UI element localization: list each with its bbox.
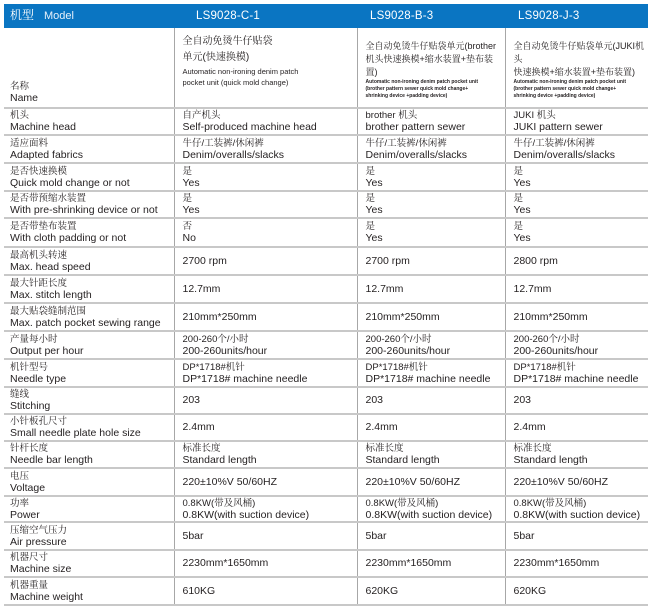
spec-value-en: 0.8KW(with suction device) bbox=[513, 508, 641, 521]
spec-value-en: DP*1718# machine needle bbox=[182, 372, 308, 385]
name-en-line: (brother pattern sewer quick mold change+ bbox=[513, 86, 617, 92]
name-en-line: (brother pattern sewer quick mold change+ bbox=[365, 86, 469, 92]
spec-value: 5bar bbox=[182, 529, 204, 542]
spec-value-en: 0.8KW(with suction device) bbox=[182, 508, 310, 521]
row-label-en: Quick mold change or not bbox=[10, 176, 130, 189]
spec-value-zh: 是 bbox=[182, 193, 193, 204]
spec-value: 12.7mm bbox=[182, 282, 221, 295]
spec-value-cell bbox=[357, 135, 505, 163]
spec-value-zh: 是 bbox=[513, 221, 524, 232]
row-label bbox=[4, 303, 174, 331]
spec-value-zh: 牛仔/工装裤/休闲裤 bbox=[365, 137, 447, 149]
spec-value-cell bbox=[357, 331, 505, 359]
spec-value-cell bbox=[357, 359, 505, 387]
spec-value-cell bbox=[174, 522, 357, 550]
spec-value-cell bbox=[505, 496, 648, 522]
row-label bbox=[4, 550, 174, 577]
spec-value: 12.7mm bbox=[513, 282, 552, 295]
row-label bbox=[4, 441, 174, 468]
spec-value: 2230mm*1650mm bbox=[182, 557, 269, 569]
spec-value-cell bbox=[174, 218, 357, 247]
spec-value-cell bbox=[357, 441, 505, 468]
spec-value-en: Yes bbox=[365, 204, 383, 216]
table-row bbox=[4, 135, 648, 163]
row-label bbox=[4, 496, 174, 522]
table-row bbox=[4, 496, 648, 522]
table-row bbox=[4, 522, 648, 550]
spec-value-zh: 是 bbox=[365, 193, 376, 204]
spec-value-cell bbox=[174, 135, 357, 163]
row-label-zh: 针杆长度 bbox=[10, 443, 49, 454]
model-label-en: Model bbox=[44, 10, 74, 22]
spec-value: 610KG bbox=[182, 584, 216, 597]
name-cell bbox=[174, 28, 357, 108]
spec-value: 220±10%V 50/60HZ bbox=[365, 475, 460, 488]
spec-value-en: 200-260units/hour bbox=[182, 344, 268, 357]
spec-value-zh: 标准长度 bbox=[365, 443, 404, 454]
row-label-en: With pre-shrinking device or not bbox=[10, 204, 158, 216]
header-row bbox=[4, 4, 648, 28]
table-row bbox=[4, 275, 648, 303]
spec-value-en: Yes bbox=[513, 232, 531, 244]
row-label-zh: 是否带预缩水装置 bbox=[10, 193, 87, 204]
spec-value-cell bbox=[357, 108, 505, 135]
row-label-zh: 压缩空气压力 bbox=[10, 524, 68, 536]
spec-value-cell bbox=[357, 387, 505, 414]
spec-value-cell bbox=[174, 275, 357, 303]
spec-value: 2700 rpm bbox=[365, 254, 410, 267]
spec-value-en: Standard length bbox=[182, 454, 257, 466]
spec-value-cell bbox=[505, 522, 648, 550]
spec-value-zh: DP*1718#机针 bbox=[513, 361, 576, 373]
name-en-line: Automatic non-ironing denim patch pocket unit bbox=[365, 79, 478, 85]
row-label-en: Max. stitch length bbox=[10, 288, 92, 301]
spec-value-cell bbox=[174, 468, 357, 496]
row-label-en: Machine head bbox=[10, 121, 76, 133]
spec-value-cell bbox=[357, 468, 505, 496]
spec-value-zh: 标准长度 bbox=[182, 443, 221, 454]
spec-value-cell bbox=[357, 522, 505, 550]
spec-value: 203 bbox=[513, 394, 532, 406]
spec-value-en: Standard length bbox=[365, 454, 440, 466]
spec-value-cell bbox=[174, 108, 357, 135]
model-label-zh: 机型 bbox=[10, 8, 35, 22]
row-label-zh: 小针板孔尺寸 bbox=[10, 416, 68, 427]
name-zh-line: 单元(快速换模) bbox=[182, 52, 250, 63]
spec-value-cell bbox=[357, 303, 505, 331]
spec-value: 2.4mm bbox=[365, 421, 398, 433]
spec-value-en: DP*1718# machine needle bbox=[365, 372, 491, 385]
row-label-en: Stitching bbox=[10, 400, 51, 412]
table-row bbox=[4, 108, 648, 135]
spec-value-en: Denim/overalls/slacks bbox=[365, 148, 468, 161]
spec-value-cell bbox=[174, 359, 357, 387]
name-en-line: Automatic non-ironing denim patch pocket unit bbox=[513, 79, 626, 85]
name-en-line: Automatic non-ironing denim patch bbox=[182, 67, 299, 76]
table-row bbox=[4, 387, 648, 414]
row-label-zh: 是否带垫布装置 bbox=[10, 221, 77, 232]
model-column-header: LS9028-C-1 bbox=[174, 4, 357, 28]
row-label bbox=[4, 247, 174, 275]
row-label-en: Needle bar length bbox=[10, 454, 93, 466]
spec-value: 220±10%V 50/60HZ bbox=[182, 475, 277, 488]
spec-value-en: brother pattern sewer bbox=[365, 121, 466, 133]
spec-value-zh: 0.8KW(带及风桶) bbox=[513, 497, 587, 509]
row-label bbox=[4, 275, 174, 303]
name-zh-line: 机头快速换模+缩水装置+垫布装置) bbox=[365, 54, 494, 77]
spec-value-en: Denim/overalls/slacks bbox=[513, 148, 616, 161]
row-label-zh: 最大贴袋缝制范围 bbox=[10, 305, 87, 317]
model-column-header: LS9028-B-3 bbox=[357, 4, 505, 28]
spec-value-en: Yes bbox=[182, 204, 200, 216]
spec-value-cell bbox=[357, 550, 505, 577]
spec-value-en: 0.8KW(with suction device) bbox=[365, 508, 493, 521]
spec-value-zh: 自产机头 bbox=[182, 110, 221, 121]
name-zh-line: 快速换模+缩水装置+垫布装置) bbox=[513, 67, 636, 77]
spec-value-zh: 否 bbox=[182, 221, 193, 232]
name-en-line: pocket unit (quick mold change) bbox=[182, 78, 289, 87]
spec-value-cell bbox=[357, 191, 505, 218]
table-row bbox=[4, 218, 648, 247]
spec-value: 203 bbox=[182, 394, 201, 406]
spec-table bbox=[4, 4, 648, 606]
name-en-line: shrinking device +padding device) bbox=[365, 93, 448, 99]
spec-value: 210mm*250mm bbox=[182, 310, 257, 323]
table-row bbox=[4, 577, 648, 605]
spec-value-cell bbox=[357, 414, 505, 441]
spec-value-zh: 是 bbox=[365, 165, 376, 177]
spec-value-zh: 200-260个/小时 bbox=[182, 333, 249, 345]
spec-value: 203 bbox=[365, 394, 384, 406]
spec-value: 620KG bbox=[513, 584, 547, 597]
spec-value: 210mm*250mm bbox=[513, 310, 588, 323]
row-label bbox=[4, 163, 174, 191]
row-label bbox=[4, 414, 174, 441]
spec-value-cell bbox=[174, 331, 357, 359]
spec-value: 2.4mm bbox=[513, 421, 546, 433]
row-label-en: Name bbox=[10, 92, 39, 104]
spec-value-cell bbox=[505, 247, 648, 275]
model-column-header: LS9028-J-3 bbox=[505, 4, 648, 28]
spec-value-cell bbox=[174, 191, 357, 218]
row-label-zh: 最大针距长度 bbox=[10, 277, 68, 289]
row-label bbox=[4, 108, 174, 135]
spec-value-en: JUKI pattern sewer bbox=[513, 121, 603, 133]
spec-value-zh: 0.8KW(带及风桶) bbox=[365, 497, 439, 509]
spec-value-zh: 200-260个/小时 bbox=[513, 333, 580, 345]
table-row bbox=[4, 359, 648, 387]
row-label-en: Power bbox=[10, 508, 40, 521]
spec-value-cell bbox=[505, 275, 648, 303]
name-zh-line: 全自动免烫牛仔贴袋单元(brother bbox=[365, 41, 497, 51]
spec-value: 2230mm*1650mm bbox=[513, 557, 600, 569]
spec-value-cell bbox=[505, 468, 648, 496]
spec-value-zh: DP*1718#机针 bbox=[365, 361, 428, 373]
spec-value: 220±10%V 50/60HZ bbox=[513, 475, 608, 488]
spec-value-zh: 200-260个/小时 bbox=[365, 333, 432, 345]
spec-value-en: Yes bbox=[182, 176, 200, 189]
spec-value-en: 200-260units/hour bbox=[513, 344, 599, 357]
row-label-zh: 电压 bbox=[10, 470, 30, 482]
spec-value-cell bbox=[505, 163, 648, 191]
spec-value-zh: 0.8KW(带及风桶) bbox=[182, 497, 256, 509]
name-cell bbox=[505, 28, 648, 108]
row-label bbox=[4, 135, 174, 163]
spec-value-en: No bbox=[182, 232, 196, 244]
row-label-en: Adapted fabrics bbox=[10, 148, 83, 161]
spec-value-zh: 标准长度 bbox=[513, 443, 552, 454]
spec-value: 2800 rpm bbox=[513, 254, 558, 267]
row-label-zh: 机器重量 bbox=[10, 579, 49, 591]
spec-value-cell bbox=[505, 303, 648, 331]
spec-value-zh: 是 bbox=[365, 221, 376, 232]
row-label-en: Max. patch pocket sewing range bbox=[10, 316, 161, 329]
row-label bbox=[4, 191, 174, 218]
row-label bbox=[4, 577, 174, 605]
spec-value-cell bbox=[174, 163, 357, 191]
row-label-en: Machine weight bbox=[10, 590, 83, 603]
spec-value-cell bbox=[357, 275, 505, 303]
spec-value-zh: DP*1718#机针 bbox=[182, 361, 245, 373]
name-zh-line: 全自动免烫牛仔贴袋单元(JUKI机头 bbox=[513, 41, 645, 64]
table-row bbox=[4, 247, 648, 275]
table-row bbox=[4, 414, 648, 441]
table-row-name bbox=[4, 28, 648, 108]
spec-value-en: Yes bbox=[513, 176, 531, 189]
row-label-zh: 功率 bbox=[10, 497, 30, 509]
row-label-zh: 最高机头转速 bbox=[10, 249, 68, 261]
spec-value-en: Standard length bbox=[513, 454, 588, 466]
spec-value-cell bbox=[505, 218, 648, 247]
spec-value-cell bbox=[505, 441, 648, 468]
spec-value-zh: 是 bbox=[182, 165, 193, 177]
spec-value-zh: 是 bbox=[513, 193, 524, 204]
spec-value-en: Self-produced machine head bbox=[182, 121, 317, 133]
row-label-zh: 机器尺寸 bbox=[10, 552, 49, 563]
spec-value-zh: 牛仔/工装裤/休闲裤 bbox=[182, 137, 264, 149]
row-label-zh: 适应面料 bbox=[10, 137, 49, 149]
spec-value-cell bbox=[357, 218, 505, 247]
spec-value-cell bbox=[505, 414, 648, 441]
name-zh-line: 全自动免烫牛仔贴袋 bbox=[182, 36, 273, 47]
spec-value-cell bbox=[174, 247, 357, 275]
spec-value-cell bbox=[505, 577, 648, 605]
spec-value-cell bbox=[505, 331, 648, 359]
spec-value-cell bbox=[505, 387, 648, 414]
spec-value-cell bbox=[505, 135, 648, 163]
spec-value-cell bbox=[505, 550, 648, 577]
table-row bbox=[4, 163, 648, 191]
spec-value-cell bbox=[174, 414, 357, 441]
row-label-en: Max. head speed bbox=[10, 260, 91, 273]
row-label-zh: 是否快速换模 bbox=[10, 165, 68, 177]
row-label-en: Small needle plate hole size bbox=[10, 427, 141, 439]
spec-value-cell bbox=[357, 496, 505, 522]
name-en-line: shrinking device +padding device) bbox=[513, 93, 596, 99]
spec-value-cell bbox=[505, 191, 648, 218]
spec-value: 2700 rpm bbox=[182, 254, 227, 267]
spec-value-en: 200-260units/hour bbox=[365, 344, 451, 357]
spec-value: 5bar bbox=[513, 529, 535, 542]
row-label-zh: 产量每小时 bbox=[10, 333, 58, 345]
spec-value-en: Denim/overalls/slacks bbox=[182, 148, 285, 161]
spec-value-en: Yes bbox=[513, 204, 531, 216]
spec-value-en: Yes bbox=[365, 232, 383, 244]
table-row bbox=[4, 191, 648, 218]
row-label-en: Machine size bbox=[10, 563, 72, 575]
row-label-en: With cloth padding or not bbox=[10, 232, 127, 244]
table-row bbox=[4, 303, 648, 331]
spec-value-cell bbox=[505, 359, 648, 387]
row-label-en: Air pressure bbox=[10, 535, 67, 548]
spec-value-cell bbox=[357, 163, 505, 191]
spec-value-cell bbox=[174, 496, 357, 522]
model-label-cell bbox=[4, 4, 174, 28]
spec-value-cell bbox=[357, 577, 505, 605]
row-label bbox=[4, 331, 174, 359]
row-label-en: Output per hour bbox=[10, 344, 84, 357]
row-label bbox=[4, 359, 174, 387]
spec-value-cell bbox=[174, 441, 357, 468]
row-label bbox=[4, 218, 174, 247]
spec-value-cell bbox=[174, 303, 357, 331]
table-row bbox=[4, 550, 648, 577]
spec-value-en: DP*1718# machine needle bbox=[513, 372, 639, 385]
row-label-en: Needle type bbox=[10, 372, 67, 385]
row-label bbox=[4, 28, 174, 108]
spec-value: 2230mm*1650mm bbox=[365, 557, 452, 569]
row-label-zh: 名称 bbox=[10, 81, 30, 92]
row-label-zh: 机头 bbox=[10, 110, 30, 121]
spec-value-zh: 是 bbox=[513, 165, 524, 177]
spec-value-zh: 牛仔/工装裤/休闲裤 bbox=[513, 137, 595, 149]
table-row bbox=[4, 468, 648, 496]
spec-value-cell bbox=[505, 108, 648, 135]
spec-value-en: Yes bbox=[365, 176, 383, 189]
row-label bbox=[4, 387, 174, 414]
row-label bbox=[4, 522, 174, 550]
row-label bbox=[4, 468, 174, 496]
spec-value-cell bbox=[174, 550, 357, 577]
spec-value-cell bbox=[174, 387, 357, 414]
spec-value: 210mm*250mm bbox=[365, 310, 440, 323]
row-label-en: Voltage bbox=[10, 481, 46, 494]
spec-value-cell bbox=[357, 247, 505, 275]
spec-value-cell bbox=[174, 577, 357, 605]
spec-value: 5bar bbox=[365, 529, 387, 542]
spec-value-zh: JUKI 机头 bbox=[513, 110, 556, 121]
table-row bbox=[4, 441, 648, 468]
spec-value: 12.7mm bbox=[365, 282, 404, 295]
spec-value-zh: brother 机头 bbox=[365, 110, 418, 121]
spec-value: 2.4mm bbox=[182, 421, 215, 433]
table-row bbox=[4, 331, 648, 359]
name-cell bbox=[357, 28, 505, 108]
row-label-zh: 缝线 bbox=[10, 389, 30, 400]
row-label-zh: 机针型号 bbox=[10, 361, 49, 373]
spec-value: 620KG bbox=[365, 584, 399, 597]
